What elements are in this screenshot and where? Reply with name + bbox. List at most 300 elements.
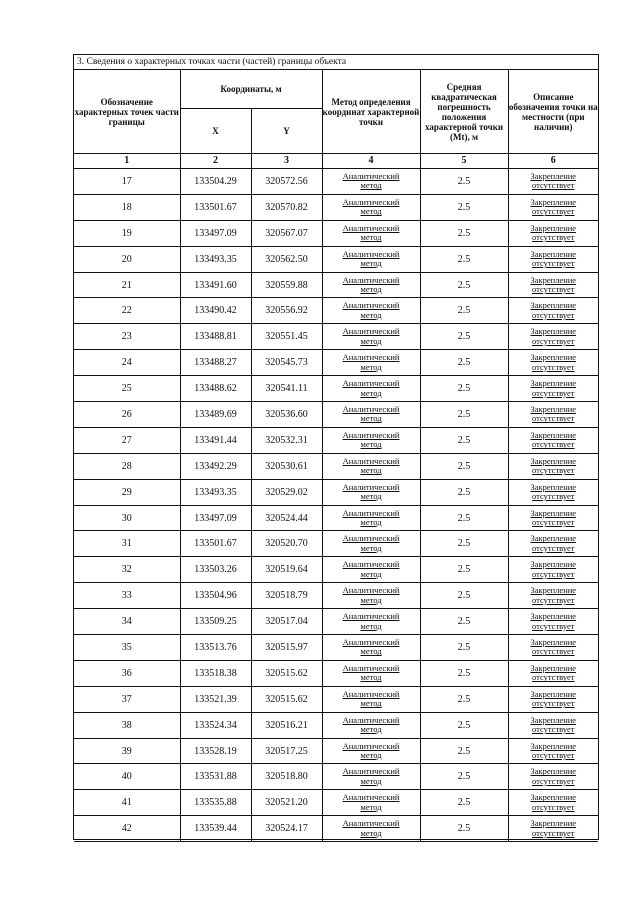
method-line: Аналитический: [342, 507, 400, 518]
method-line: Аналитический: [342, 559, 400, 570]
method-line: метод: [360, 361, 382, 372]
table-row: [74, 479, 598, 505]
table-row: [74, 764, 598, 790]
description-line: отсутствует: [532, 387, 575, 398]
header-coordinates: Координаты, м: [180, 70, 322, 109]
method-cell: [322, 298, 420, 324]
coord-y: 320529.02: [251, 479, 322, 505]
method-line: метод: [360, 232, 382, 243]
description-line: отсутствует: [532, 309, 575, 320]
table-row: [74, 402, 598, 428]
method-line: Аналитический: [342, 170, 400, 181]
table-row: [74, 609, 598, 635]
coord-y: 320521.20: [251, 790, 322, 816]
description-line: Закрепление: [530, 429, 577, 440]
description-line: Закрепление: [530, 662, 577, 673]
description-line: отсутствует: [532, 827, 575, 838]
description-line: отсутствует: [532, 491, 575, 502]
header-accuracy: Средняя квадратическая погрешность положения характерной точки (Mt), м: [420, 70, 508, 154]
method-line: Аналитический: [342, 429, 400, 440]
coord-y: 320551.45: [251, 324, 322, 350]
method-line: метод: [360, 568, 382, 579]
point-id: 37: [74, 686, 180, 712]
coord-y: 320515.62: [251, 660, 322, 686]
accuracy-value: 2.5: [420, 790, 508, 816]
description-cell: [508, 479, 598, 505]
description-line: отсутствует: [532, 594, 575, 605]
coord-x: 133497.09: [180, 220, 251, 246]
method-line: Аналитический: [342, 274, 400, 285]
accuracy-value: 2.5: [420, 272, 508, 298]
accuracy-value: 2.5: [420, 738, 508, 764]
coord-y: 320518.79: [251, 583, 322, 609]
description-cell: [508, 427, 598, 453]
accuracy-value: 2.5: [420, 350, 508, 376]
method-line: метод: [360, 775, 382, 786]
table-row: [74, 660, 598, 686]
description-line: Закрепление: [530, 533, 577, 544]
table-row: [74, 220, 598, 246]
table-row: [74, 816, 598, 842]
coord-y: 320515.97: [251, 635, 322, 661]
description-line: Закрепление: [530, 481, 577, 492]
description-line: отсутствует: [532, 698, 575, 709]
accuracy-value: 2.5: [420, 583, 508, 609]
accuracy-value: 2.5: [420, 376, 508, 402]
method-line: Аналитический: [342, 714, 400, 725]
method-line: Аналитический: [342, 248, 400, 259]
point-id: 23: [74, 324, 180, 350]
accuracy-value: 2.5: [420, 402, 508, 428]
description-line: отсутствует: [532, 180, 575, 191]
method-cell: [322, 686, 420, 712]
method-line: метод: [360, 517, 382, 528]
coord-y: 320570.82: [251, 194, 322, 220]
point-id: 32: [74, 557, 180, 583]
method-cell: [322, 272, 420, 298]
description-line: Закрепление: [530, 248, 577, 259]
section-title: 3. Сведения о характерных точках части (частей) границы объекта: [74, 55, 598, 70]
method-line: Аналитический: [342, 818, 400, 829]
description-cell: [508, 402, 598, 428]
description-line: Закрепление: [530, 326, 577, 337]
accuracy-value: 2.5: [420, 764, 508, 790]
description-line: отсутствует: [532, 542, 575, 553]
description-line: Закрепление: [530, 378, 577, 389]
coord-x: 133509.25: [180, 609, 251, 635]
description-line: отсутствует: [532, 620, 575, 631]
point-id: 33: [74, 583, 180, 609]
method-line: Аналитический: [342, 326, 400, 337]
point-id: 17: [74, 169, 180, 195]
description-line: отсутствует: [532, 284, 575, 294]
description-line: Закрепление: [530, 274, 577, 285]
description-line: Закрепление: [530, 559, 577, 570]
description-line: Закрепление: [530, 507, 577, 518]
coord-x: 133491.60: [180, 272, 251, 298]
coord-x: 133503.26: [180, 557, 251, 583]
table-row: [74, 427, 598, 453]
method-line: метод: [360, 387, 382, 398]
coord-x: 133528.19: [180, 738, 251, 764]
description-line: Закрепление: [530, 818, 577, 829]
method-line: Аналитический: [342, 352, 400, 363]
coord-y: 320516.21: [251, 712, 322, 738]
accuracy-value: 2.5: [420, 324, 508, 350]
description-line: Закрепление: [530, 740, 577, 751]
coord-x: 133504.29: [180, 169, 251, 195]
coord-x: 133501.67: [180, 531, 251, 557]
description-line: отсутствует: [532, 465, 575, 476]
coord-x: 133531.88: [180, 764, 251, 790]
method-cell: [322, 402, 420, 428]
description-line: отсутствует: [532, 517, 575, 528]
description-cell: [508, 298, 598, 324]
column-number: 1: [74, 154, 180, 169]
coord-x: 133518.38: [180, 660, 251, 686]
description-cell: [508, 712, 598, 738]
method-line: метод: [360, 258, 382, 269]
coord-y: 320541.11: [251, 376, 322, 402]
method-cell: [322, 816, 420, 842]
method-line: Аналитический: [342, 766, 400, 777]
point-id: 21: [74, 272, 180, 298]
table-row: [74, 453, 598, 479]
method-cell: [322, 635, 420, 661]
point-id: 22: [74, 298, 180, 324]
method-line: Аналитический: [342, 611, 400, 622]
method-line: Аналитический: [342, 792, 400, 803]
point-id: 40: [74, 764, 180, 790]
table-row: [74, 169, 598, 195]
method-cell: [322, 169, 420, 195]
description-line: Закрепление: [530, 688, 577, 699]
point-id: 36: [74, 660, 180, 686]
method-line: Аналитический: [342, 688, 400, 699]
method-cell: [322, 660, 420, 686]
coord-y: 320517.25: [251, 738, 322, 764]
coord-x: 133493.35: [180, 246, 251, 272]
description-cell: [508, 609, 598, 635]
description-cell: [508, 505, 598, 531]
table-row: [74, 712, 598, 738]
method-line: метод: [360, 335, 382, 346]
point-id: 24: [74, 350, 180, 376]
coord-x: 133490.42: [180, 298, 251, 324]
description-line: Закрепление: [530, 611, 577, 622]
accuracy-value: 2.5: [420, 531, 508, 557]
description-cell: [508, 169, 598, 195]
coord-y: 320524.17: [251, 816, 322, 842]
method-line: Аналитический: [342, 378, 400, 389]
point-id: 20: [74, 246, 180, 272]
header-description: Описание обозначения точки на местности (при наличии): [508, 70, 598, 154]
boundary-points-table: [74, 70, 598, 842]
description-line: Закрепление: [530, 714, 577, 725]
method-cell: [322, 764, 420, 790]
method-line: метод: [360, 750, 382, 761]
point-id: 42: [74, 816, 180, 842]
coord-x: 133513.76: [180, 635, 251, 661]
description-line: Закрепление: [530, 352, 577, 363]
point-id: 35: [74, 635, 180, 661]
description-cell: [508, 350, 598, 376]
method-cell: [322, 609, 420, 635]
accuracy-value: 2.5: [420, 479, 508, 505]
accuracy-value: 2.5: [420, 298, 508, 324]
table-row: [74, 531, 598, 557]
description-cell: [508, 764, 598, 790]
description-cell: [508, 272, 598, 298]
point-id: 27: [74, 427, 180, 453]
description-cell: [508, 583, 598, 609]
description-line: Закрепление: [530, 222, 577, 233]
description-line: Закрепление: [530, 403, 577, 414]
method-cell: [322, 427, 420, 453]
coord-x: 133535.88: [180, 790, 251, 816]
description-line: отсутствует: [532, 750, 575, 761]
description-line: отсутствует: [532, 335, 575, 346]
header-y: Y: [251, 109, 322, 154]
method-cell: [322, 453, 420, 479]
method-line: метод: [360, 724, 382, 735]
description-line: Закрепление: [530, 196, 577, 207]
table-body: [74, 169, 598, 842]
method-line: метод: [360, 672, 382, 683]
method-cell: [322, 220, 420, 246]
coord-x: 133493.35: [180, 479, 251, 505]
method-line: метод: [360, 491, 382, 502]
method-line: метод: [360, 309, 382, 320]
point-id: 19: [74, 220, 180, 246]
coord-x: 133491.44: [180, 427, 251, 453]
header-point: Обозначение характерных точек части границы: [74, 70, 180, 154]
method-cell: [322, 505, 420, 531]
method-line: метод: [360, 284, 382, 294]
point-id: 39: [74, 738, 180, 764]
method-cell: [322, 350, 420, 376]
boundary-points-form: [73, 54, 599, 840]
column-number: 3: [251, 154, 322, 169]
point-id: 29: [74, 479, 180, 505]
point-id: 28: [74, 453, 180, 479]
coord-y: 320572.56: [251, 169, 322, 195]
description-line: Закрепление: [530, 585, 577, 596]
coord-y: 320515.62: [251, 686, 322, 712]
description-line: отсутствует: [532, 232, 575, 243]
method-line: Аналитический: [342, 300, 400, 311]
table-row: [74, 246, 598, 272]
method-cell: [322, 246, 420, 272]
method-line: метод: [360, 413, 382, 424]
table-row: [74, 324, 598, 350]
point-id: 18: [74, 194, 180, 220]
method-line: Аналитический: [342, 585, 400, 596]
description-line: Закрепление: [530, 300, 577, 311]
description-line: отсутствует: [532, 568, 575, 579]
method-line: Аналитический: [342, 403, 400, 414]
method-line: Аналитический: [342, 636, 400, 647]
method-line: Аналитический: [342, 196, 400, 207]
coord-y: 320559.88: [251, 272, 322, 298]
coord-y: 320520.70: [251, 531, 322, 557]
coord-y: 320518.80: [251, 764, 322, 790]
method-line: метод: [360, 439, 382, 450]
method-line: метод: [360, 646, 382, 657]
table-row: [74, 298, 598, 324]
coord-y: 320532.31: [251, 427, 322, 453]
method-cell: [322, 376, 420, 402]
coord-y: 320562.50: [251, 246, 322, 272]
description-cell: [508, 194, 598, 220]
description-cell: [508, 816, 598, 842]
table-row: [74, 635, 598, 661]
method-line: метод: [360, 698, 382, 709]
description-line: отсутствует: [532, 413, 575, 424]
method-line: метод: [360, 827, 382, 838]
coord-y: 320556.92: [251, 298, 322, 324]
table-row: [74, 350, 598, 376]
description-cell: [508, 220, 598, 246]
table-row: [74, 557, 598, 583]
accuracy-value: 2.5: [420, 220, 508, 246]
coord-y: 320519.64: [251, 557, 322, 583]
accuracy-value: 2.5: [420, 609, 508, 635]
method-cell: [322, 531, 420, 557]
point-id: 31: [74, 531, 180, 557]
description-line: отсутствует: [532, 724, 575, 735]
description-cell: [508, 557, 598, 583]
table-row: [74, 505, 598, 531]
coord-x: 133497.09: [180, 505, 251, 531]
method-line: метод: [360, 801, 382, 812]
method-cell: [322, 324, 420, 350]
method-line: Аналитический: [342, 481, 400, 492]
description-cell: [508, 738, 598, 764]
column-number: 5: [420, 154, 508, 169]
method-cell: [322, 712, 420, 738]
accuracy-value: 2.5: [420, 557, 508, 583]
coord-y: 320517.04: [251, 609, 322, 635]
point-id: 30: [74, 505, 180, 531]
description-line: Закрепление: [530, 766, 577, 777]
description-cell: [508, 376, 598, 402]
point-id: 34: [74, 609, 180, 635]
coord-y: 320524.44: [251, 505, 322, 531]
method-cell: [322, 738, 420, 764]
description-line: Закрепление: [530, 792, 577, 803]
accuracy-value: 2.5: [420, 816, 508, 842]
description-line: отсутствует: [532, 775, 575, 786]
point-id: 25: [74, 376, 180, 402]
accuracy-value: 2.5: [420, 712, 508, 738]
description-cell: [508, 531, 598, 557]
coord-x: 133492.29: [180, 453, 251, 479]
table-row: [74, 583, 598, 609]
coord-y: 320567.07: [251, 220, 322, 246]
description-line: отсутствует: [532, 206, 575, 217]
method-line: метод: [360, 180, 382, 191]
description-cell: [508, 686, 598, 712]
accuracy-value: 2.5: [420, 194, 508, 220]
method-line: Аналитический: [342, 222, 400, 233]
method-line: метод: [360, 465, 382, 476]
method-line: Аналитический: [342, 455, 400, 466]
description-cell: [508, 246, 598, 272]
description-cell: [508, 635, 598, 661]
table-row: [74, 272, 598, 298]
method-cell: [322, 479, 420, 505]
point-id: 26: [74, 402, 180, 428]
method-line: метод: [360, 542, 382, 553]
accuracy-value: 2.5: [420, 686, 508, 712]
accuracy-value: 2.5: [420, 505, 508, 531]
table-row: [74, 790, 598, 816]
coord-x: 133539.44: [180, 816, 251, 842]
coord-x: 133501.67: [180, 194, 251, 220]
method-cell: [322, 790, 420, 816]
description-line: отсутствует: [532, 801, 575, 812]
description-line: Закрепление: [530, 170, 577, 181]
point-id: 38: [74, 712, 180, 738]
coord-x: 133524.34: [180, 712, 251, 738]
accuracy-value: 2.5: [420, 635, 508, 661]
method-line: Аналитический: [342, 533, 400, 544]
coord-y: 320536.60: [251, 402, 322, 428]
description-line: отсутствует: [532, 439, 575, 450]
point-id: 41: [74, 790, 180, 816]
description-line: отсутствует: [532, 646, 575, 657]
method-line: Аналитический: [342, 662, 400, 673]
coord-x: 133521.39: [180, 686, 251, 712]
accuracy-value: 2.5: [420, 453, 508, 479]
description-cell: [508, 453, 598, 479]
table-row: [74, 738, 598, 764]
table-row: [74, 376, 598, 402]
column-number: 2: [180, 154, 251, 169]
accuracy-value: 2.5: [420, 169, 508, 195]
column-number: 6: [508, 154, 598, 169]
column-number: 4: [322, 154, 420, 169]
method-cell: [322, 583, 420, 609]
coord-x: 133488.62: [180, 376, 251, 402]
accuracy-value: 2.5: [420, 660, 508, 686]
description-line: отсутствует: [532, 258, 575, 269]
accuracy-value: 2.5: [420, 246, 508, 272]
description-line: Закрепление: [530, 455, 577, 466]
coord-x: 133488.81: [180, 324, 251, 350]
description-cell: [508, 660, 598, 686]
coord-y: 320545.73: [251, 350, 322, 376]
coord-x: 133488.27: [180, 350, 251, 376]
table-row: [74, 194, 598, 220]
method-line: метод: [360, 620, 382, 631]
accuracy-value: 2.5: [420, 427, 508, 453]
table-row: [74, 686, 598, 712]
method-cell: [322, 194, 420, 220]
method-line: Аналитический: [342, 740, 400, 751]
coord-x: 133504.96: [180, 583, 251, 609]
description-cell: [508, 324, 598, 350]
header-x: X: [180, 109, 251, 154]
coord-y: 320530.61: [251, 453, 322, 479]
method-line: метод: [360, 206, 382, 217]
description-line: отсутствует: [532, 672, 575, 683]
header-method: Метод определения координат характерной точки: [322, 70, 420, 154]
coord-x: 133489.69: [180, 402, 251, 428]
method-line: метод: [360, 594, 382, 605]
description-line: Закрепление: [530, 636, 577, 647]
